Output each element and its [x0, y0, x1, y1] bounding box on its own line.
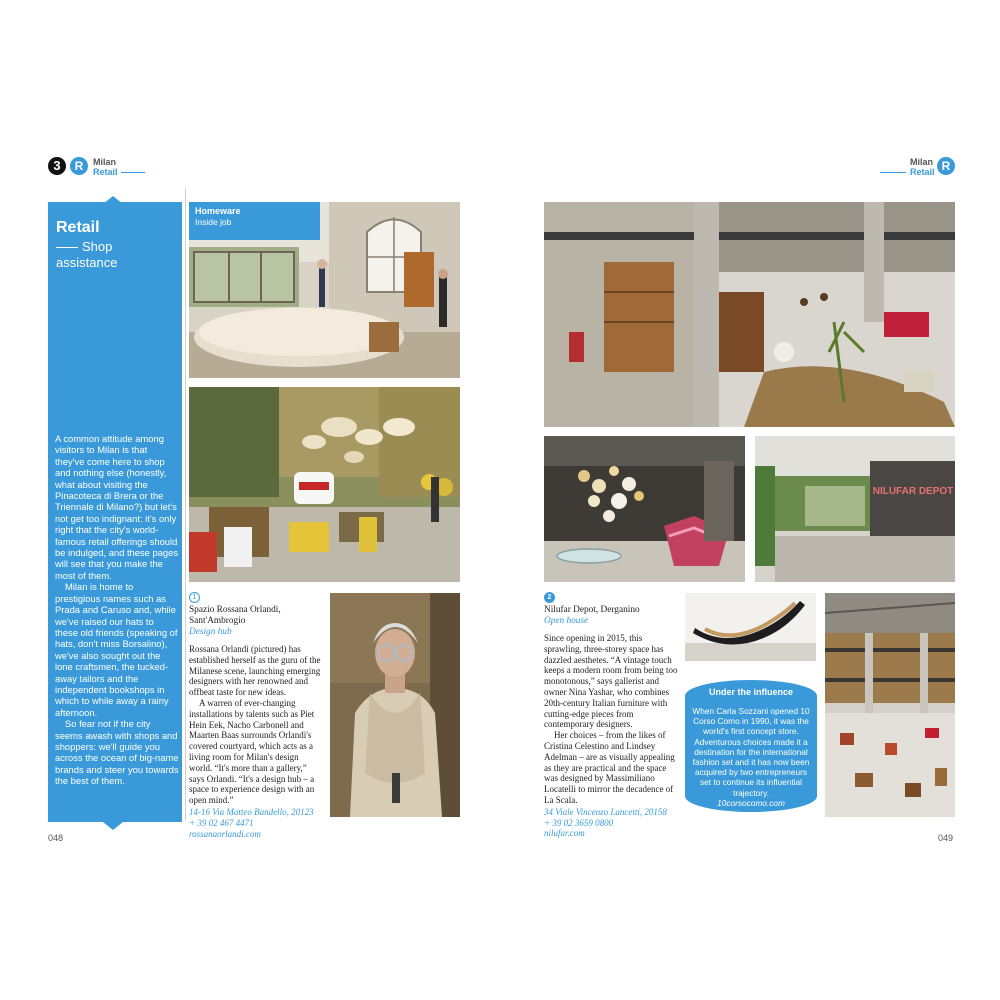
entry2-web[interactable]: nilufar.com	[544, 828, 585, 839]
entry1-paragraph: Rossana Orlandi (pictured) has established herself as the guru of the Milanese scene, launching emerging designers with her renowned and offbeat taste for new ideas.	[189, 644, 321, 698]
intro-paragraph: So fear not if the city seems awash with shops and shoppers: we'll guide you across the ocean of big-name brands and steer you towards the best of them.	[55, 718, 179, 787]
intro-text	[55, 433, 179, 787]
intro-panel-notch-top	[103, 196, 123, 204]
entry2-address: 34 Viale Vincenzo Lancetti, 20158	[544, 806, 667, 817]
entry1-phone: + 39 02 467 4471	[189, 817, 254, 828]
entry1-category: Design hub	[189, 627, 232, 637]
photo-warehouse	[825, 593, 955, 817]
intro-paragraph: Milan is home to prestigious names such as Prada and Caruso and, while we've raised our hats to these old friends (speaking of hats, don't miss Borsalino), we've also sought out the lone craftsmen, the tucked-away tailors and the independent bookshops in which to while away a rainy afternoon.	[55, 581, 178, 718]
intro-subtitle-text: Shop assistance	[56, 239, 118, 270]
entry-number-2: 2	[544, 592, 555, 603]
entry2-phone: + 39 02 3659 0800	[544, 817, 614, 828]
header-city-right: Milan	[910, 157, 934, 167]
page-number-left: 048	[48, 833, 64, 843]
influence-box	[685, 680, 817, 812]
entry1-paragraph: A warren of ever-changing installations by talents such as Piet Hein Eek, Nacho Carbonell and Maarten Baas surrounds Orlandi's covered courtyard, which acts as a living room for Milan's design world. “It's more than a gallery,” says Orlandi. “It's a design hub – a space to experience design with an open mind.”	[189, 697, 315, 806]
entry1-body	[189, 644, 324, 806]
photo-atrium	[544, 202, 955, 427]
entry2-category: Open house	[544, 616, 589, 626]
photo-depot-sign	[755, 436, 955, 582]
entry1-block	[189, 605, 324, 839]
header-rule	[121, 172, 145, 173]
entry2-name: Nilufar Depot, Derganino	[544, 605, 640, 615]
influence-body: When Carla Sozzani opened 10 Corso Como in 1990, it was the world's first concept store. Adventurous choices made it a destination for the international fashion set and it has now been acquired by two entrepreneurs set to continue its influential trajectory.	[692, 706, 810, 798]
retail-r-badge: R	[70, 157, 88, 175]
intro-dash	[56, 247, 78, 248]
entry2-paragraph: Her choices – from the likes of Cristina Celestino and Lindsey Adelman – are as visually appealing as they are practical and the space was designed by Massimiliano Locatelli to mirror the decadence of La Scala.	[544, 730, 675, 805]
intro-paragraph: A common attitude among visitors to Milan is that they've come here to shop and nothing else (honestly, what about visiting the Pinacoteca di Brera or the Triennale di Milano?) but let's not get too indignant: it's only right that the city's world-famous retail offerings should be indulged, and these pages will see that you make the most of them.	[55, 433, 179, 581]
section-tag-title: Homeware	[195, 206, 241, 216]
photo-portrait	[330, 593, 460, 817]
entry2-body	[544, 633, 679, 806]
entry-number-1: 1	[189, 592, 200, 603]
depot-sign-text: NILUFAR DEPOT	[872, 486, 954, 497]
header-rule-right	[880, 172, 906, 173]
retail-r-badge-right: R	[937, 157, 955, 175]
photo-chaise	[685, 593, 816, 661]
column-divider	[185, 188, 186, 820]
influence-title: Under the influence	[708, 687, 793, 697]
entry1-web[interactable]: rossanaorlandi.com	[189, 828, 261, 839]
photo-lamps	[544, 436, 745, 582]
intro-subtitle	[56, 239, 176, 271]
header-section: Retail	[93, 167, 118, 177]
influence-url[interactable]: 10corsocomo.com	[717, 797, 785, 808]
entry2-paragraph: Since opening in 2015, this sprawling, three-storey space has dazzled aesthetes. “A vintage touch keeps a modern room from being too monotonous,” says gallerist and owner Nina Yashar, who combines 20th-century Italian furniture with cutting-edge pieces from contemporary designers.	[544, 633, 678, 730]
section-tag	[189, 202, 320, 240]
entry1-name: Spazio Rossana Orlandi, Sant'Ambrogio	[189, 605, 281, 626]
header-section-right: Retail	[910, 167, 935, 177]
photo-courtyard	[189, 387, 460, 582]
intro-panel-notch-bottom	[103, 822, 123, 830]
entry1-address: 14-16 Via Matteo Bandello, 20123	[189, 806, 314, 817]
header-city: Milan	[93, 157, 117, 167]
page-number-right: 049	[938, 833, 954, 843]
chapter-number-badge: 3	[48, 157, 66, 175]
intro-title: Retail	[56, 219, 100, 236]
entry2-block	[544, 605, 679, 839]
section-tag-subtitle: Inside job	[195, 217, 232, 227]
